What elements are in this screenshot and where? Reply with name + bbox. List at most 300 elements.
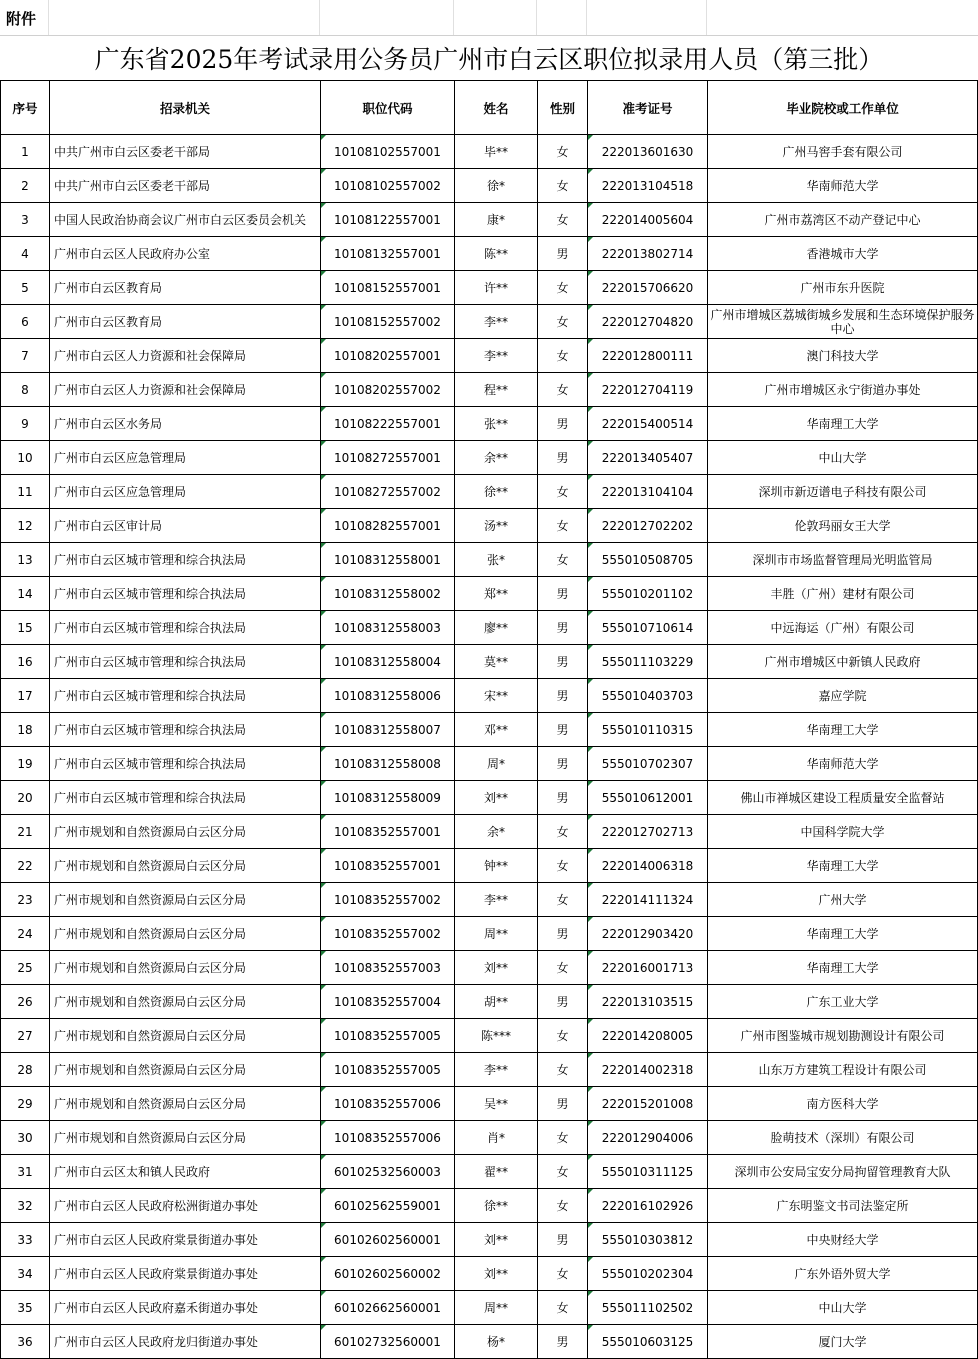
cell-school: 中央财经大学 [708, 1223, 978, 1257]
cell-seq: 1 [1, 135, 50, 169]
cell-school: 中山大学 [708, 1291, 978, 1325]
table-row [1, 781, 978, 815]
cell-exam-id: 222014006318 [588, 849, 708, 883]
cell-org: 广州市白云区太和镇人民政府 [50, 1155, 321, 1189]
cell-sex: 女 [538, 1155, 588, 1189]
cell-code: 60102562559001 [321, 1189, 455, 1223]
cell-name: 廖** [455, 611, 538, 645]
cell-seq: 2 [1, 169, 50, 203]
table-row [1, 815, 978, 849]
header-sex: 性别 [538, 81, 588, 135]
cell-org: 广州市白云区城市管理和综合执法局 [50, 747, 321, 781]
results-table [0, 80, 978, 1359]
cell-name: 周** [455, 1291, 538, 1325]
cell-code: 60102662560001 [321, 1291, 455, 1325]
table-row [1, 1325, 978, 1359]
cell-name: 康* [455, 203, 538, 237]
cell-sex: 女 [538, 1257, 588, 1291]
cell-org: 广州市白云区城市管理和综合执法局 [50, 611, 321, 645]
cell-name: 郑** [455, 577, 538, 611]
document-title: 广东省2025年考试录用公务员广州市白云区职位拟录用人员（第三批） [94, 45, 884, 74]
cell-sex: 男 [538, 713, 588, 747]
cell-sex: 男 [538, 407, 588, 441]
cell-sex: 男 [538, 645, 588, 679]
cell-school: 广州马窖手套有限公司 [708, 135, 978, 169]
cell-school: 伦敦玛丽女王大学 [708, 509, 978, 543]
cell-school: 厦门大学 [708, 1325, 978, 1359]
table-body [1, 135, 978, 1359]
cell-seq: 13 [1, 543, 50, 577]
cell-code: 60102732560001 [321, 1325, 455, 1359]
cell-name: 钟** [455, 849, 538, 883]
cell-seq: 30 [1, 1121, 50, 1155]
cell-seq: 22 [1, 849, 50, 883]
cell-sex: 女 [538, 373, 588, 407]
cell-code: 10108352557001 [321, 815, 455, 849]
cell-seq: 19 [1, 747, 50, 781]
attachment-label: 附件 [6, 10, 37, 28]
cell-org: 广州市规划和自然资源局白云区分局 [50, 1087, 321, 1121]
cell-org: 广州市白云区人民政府松洲街道办事处 [50, 1189, 321, 1223]
cell-sex: 男 [538, 237, 588, 271]
cell-school: 澳门科技大学 [708, 339, 978, 373]
cell-seq: 9 [1, 407, 50, 441]
cell-exam-id: 222014208005 [588, 1019, 708, 1053]
cell-name: 刘** [455, 1223, 538, 1257]
cell-name: 刘** [455, 1257, 538, 1291]
cell-code: 10108312558008 [321, 747, 455, 781]
cell-org: 广州市规划和自然资源局白云区分局 [50, 951, 321, 985]
cell-name: 翟** [455, 1155, 538, 1189]
cell-sex: 男 [538, 441, 588, 475]
cell-org: 广州市白云区人民政府棠景街道办事处 [50, 1223, 321, 1257]
cell-code: 10108352557005 [321, 1019, 455, 1053]
cell-sex: 女 [538, 475, 588, 509]
cell-sex: 女 [538, 1019, 588, 1053]
cell-seq: 25 [1, 951, 50, 985]
cell-school: 华南理工大学 [708, 849, 978, 883]
cell-code: 10108312558002 [321, 577, 455, 611]
cell-sex: 女 [538, 509, 588, 543]
cell-name: 杨* [455, 1325, 538, 1359]
table-row [1, 441, 978, 475]
cell-seq: 4 [1, 237, 50, 271]
cell-exam-id: 555010311125 [588, 1155, 708, 1189]
cell-code: 10108312558004 [321, 645, 455, 679]
cell-school: 中山大学 [708, 441, 978, 475]
attachment-header-row [0, 0, 978, 36]
cell-seq: 26 [1, 985, 50, 1019]
cell-exam-id: 222014111324 [588, 883, 708, 917]
cell-seq: 33 [1, 1223, 50, 1257]
cell-school: 华南师范大学 [708, 169, 978, 203]
table-row [1, 1053, 978, 1087]
table-row [1, 1189, 978, 1223]
table-row [1, 1121, 978, 1155]
cell-school: 嘉应学院 [708, 679, 978, 713]
cell-school: 华南理工大学 [708, 951, 978, 985]
cell-name: 莫** [455, 645, 538, 679]
cell-org: 中共广州市白云区委老干部局 [50, 135, 321, 169]
cell-exam-id: 222013802714 [588, 237, 708, 271]
cell-sex: 女 [538, 169, 588, 203]
grid-line [319, 0, 320, 35]
cell-seq: 10 [1, 441, 50, 475]
cell-org: 广州市白云区城市管理和综合执法局 [50, 577, 321, 611]
cell-name: 吴** [455, 1087, 538, 1121]
table-row [1, 577, 978, 611]
table-row [1, 407, 978, 441]
cell-school: 广东工业大学 [708, 985, 978, 1019]
cell-code: 10108282557001 [321, 509, 455, 543]
table-row [1, 305, 978, 339]
cell-org: 广州市白云区教育局 [50, 305, 321, 339]
cell-org: 中国人民政治协商会议广州市白云区委员会机关 [50, 203, 321, 237]
cell-exam-id: 555010110315 [588, 713, 708, 747]
cell-name: 余** [455, 441, 538, 475]
header-name: 姓名 [455, 81, 538, 135]
table-row [1, 339, 978, 373]
cell-exam-id: 222015706620 [588, 271, 708, 305]
cell-org: 广州市规划和自然资源局白云区分局 [50, 1019, 321, 1053]
cell-code: 10108352557005 [321, 1053, 455, 1087]
cell-exam-id: 222014002318 [588, 1053, 708, 1087]
cell-sex: 男 [538, 577, 588, 611]
cell-name: 宋** [455, 679, 538, 713]
cell-name: 张** [455, 407, 538, 441]
header-school: 毕业院校或工作单位 [708, 81, 978, 135]
cell-sex: 女 [538, 135, 588, 169]
cell-seq: 6 [1, 305, 50, 339]
cell-exam-id: 222015201008 [588, 1087, 708, 1121]
cell-seq: 27 [1, 1019, 50, 1053]
cell-org: 广州市白云区城市管理和综合执法局 [50, 543, 321, 577]
cell-sex: 女 [538, 1053, 588, 1087]
cell-exam-id: 555010202304 [588, 1257, 708, 1291]
cell-name: 徐** [455, 1189, 538, 1223]
cell-seq: 34 [1, 1257, 50, 1291]
cell-exam-id: 222016001713 [588, 951, 708, 985]
cell-org: 广州市白云区城市管理和综合执法局 [50, 679, 321, 713]
cell-exam-id: 222012704820 [588, 305, 708, 339]
cell-name: 周* [455, 747, 538, 781]
cell-sex: 女 [538, 849, 588, 883]
cell-exam-id: 222012903420 [588, 917, 708, 951]
cell-seq: 23 [1, 883, 50, 917]
cell-org: 广州市白云区人民政府棠景街道办事处 [50, 1257, 321, 1291]
cell-org: 中共广州市白云区委老干部局 [50, 169, 321, 203]
table-row [1, 509, 978, 543]
table-row [1, 849, 978, 883]
table-row [1, 679, 978, 713]
cell-code: 60102602560001 [321, 1223, 455, 1257]
cell-school: 深圳市公安局宝安分局拘留管理教育大队 [708, 1155, 978, 1189]
cell-name: 陈*** [455, 1019, 538, 1053]
cell-org: 广州市规划和自然资源局白云区分局 [50, 917, 321, 951]
cell-exam-id: 222012904006 [588, 1121, 708, 1155]
cell-exam-id: 555010303812 [588, 1223, 708, 1257]
cell-code: 10108102557001 [321, 135, 455, 169]
table-row [1, 135, 978, 169]
cell-school: 广州市增城区中新镇人民政府 [708, 645, 978, 679]
cell-school: 佛山市禅城区建设工程质量安全监督站 [708, 781, 978, 815]
cell-seq: 32 [1, 1189, 50, 1223]
cell-sex: 女 [538, 339, 588, 373]
grid-line [48, 0, 49, 35]
cell-seq: 24 [1, 917, 50, 951]
cell-org: 广州市白云区审计局 [50, 509, 321, 543]
cell-org: 广州市白云区人民政府龙归街道办事处 [50, 1325, 321, 1359]
cell-name: 李** [455, 1053, 538, 1087]
cell-seq: 16 [1, 645, 50, 679]
cell-code: 10108132557001 [321, 237, 455, 271]
cell-code: 10108272557002 [321, 475, 455, 509]
cell-seq: 15 [1, 611, 50, 645]
cell-school: 香港城市大学 [708, 237, 978, 271]
cell-code: 10108102557002 [321, 169, 455, 203]
cell-code: 10108352557006 [321, 1121, 455, 1155]
cell-org: 广州市白云区人力资源和社会保障局 [50, 339, 321, 373]
cell-name: 许** [455, 271, 538, 305]
cell-org: 广州市规划和自然资源局白云区分局 [50, 883, 321, 917]
cell-school: 华南师范大学 [708, 747, 978, 781]
cell-code: 10108352557002 [321, 917, 455, 951]
cell-name: 余* [455, 815, 538, 849]
table-row [1, 203, 978, 237]
cell-code: 10108312558001 [321, 543, 455, 577]
cell-school: 广州市东升医院 [708, 271, 978, 305]
cell-name: 刘** [455, 951, 538, 985]
cell-sex: 男 [538, 781, 588, 815]
cell-exam-id: 222013601630 [588, 135, 708, 169]
table-row [1, 1155, 978, 1189]
cell-code: 10108202557001 [321, 339, 455, 373]
cell-sex: 女 [538, 1189, 588, 1223]
cell-school: 广州市荔湾区不动产登记中心 [708, 203, 978, 237]
cell-exam-id: 555010603125 [588, 1325, 708, 1359]
cell-org: 广州市白云区应急管理局 [50, 441, 321, 475]
cell-code: 10108202557002 [321, 373, 455, 407]
cell-name: 李** [455, 339, 538, 373]
cell-sex: 女 [538, 815, 588, 849]
cell-sex: 男 [538, 1223, 588, 1257]
cell-code: 10108352557002 [321, 883, 455, 917]
table-row [1, 645, 978, 679]
cell-exam-id: 222012702202 [588, 509, 708, 543]
cell-name: 张* [455, 543, 538, 577]
cell-seq: 17 [1, 679, 50, 713]
table-row [1, 237, 978, 271]
cell-sex: 女 [538, 1291, 588, 1325]
table-row [1, 1223, 978, 1257]
table-row [1, 169, 978, 203]
cell-exam-id: 555010702307 [588, 747, 708, 781]
cell-exam-id: 222015400514 [588, 407, 708, 441]
cell-sex: 男 [538, 747, 588, 781]
cell-code: 60102602560002 [321, 1257, 455, 1291]
cell-org: 广州市白云区水务局 [50, 407, 321, 441]
cell-seq: 5 [1, 271, 50, 305]
cell-exam-id: 555010612001 [588, 781, 708, 815]
cell-sex: 女 [538, 1121, 588, 1155]
cell-org: 广州市规划和自然资源局白云区分局 [50, 849, 321, 883]
cell-sex: 男 [538, 1087, 588, 1121]
table-row [1, 747, 978, 781]
cell-exam-id: 555010403703 [588, 679, 708, 713]
cell-code: 10108312558006 [321, 679, 455, 713]
cell-school: 华南理工大学 [708, 713, 978, 747]
cell-school: 华南理工大学 [708, 407, 978, 441]
cell-sex: 女 [538, 883, 588, 917]
cell-seq: 36 [1, 1325, 50, 1359]
cell-code: 10108122557001 [321, 203, 455, 237]
cell-school: 广州市图鉴城市规划勘测设计有限公司 [708, 1019, 978, 1053]
cell-name: 刘** [455, 781, 538, 815]
table-row [1, 271, 978, 305]
cell-seq: 3 [1, 203, 50, 237]
grid-line [586, 0, 587, 35]
cell-code: 10108352557001 [321, 849, 455, 883]
cell-seq: 28 [1, 1053, 50, 1087]
table-row [1, 1087, 978, 1121]
cell-school: 广州大学 [708, 883, 978, 917]
cell-code: 10108352557006 [321, 1087, 455, 1121]
cell-code: 10108352557004 [321, 985, 455, 1019]
cell-code: 10108152557002 [321, 305, 455, 339]
cell-sex: 女 [538, 543, 588, 577]
cell-seq: 29 [1, 1087, 50, 1121]
cell-seq: 18 [1, 713, 50, 747]
cell-code: 60102532560003 [321, 1155, 455, 1189]
cell-sex: 男 [538, 679, 588, 713]
cell-seq: 8 [1, 373, 50, 407]
cell-school: 深圳市新迈谱电子科技有限公司 [708, 475, 978, 509]
cell-seq: 12 [1, 509, 50, 543]
table-row [1, 475, 978, 509]
cell-exam-id: 555010710614 [588, 611, 708, 645]
grid-line [453, 0, 454, 35]
cell-seq: 7 [1, 339, 50, 373]
cell-name: 徐* [455, 169, 538, 203]
cell-org: 广州市白云区城市管理和综合执法局 [50, 781, 321, 815]
cell-name: 胡** [455, 985, 538, 1019]
cell-school: 中国科学院大学 [708, 815, 978, 849]
cell-name: 毕** [455, 135, 538, 169]
cell-code: 10108272557001 [321, 441, 455, 475]
table-row [1, 543, 978, 577]
cell-org: 广州市规划和自然资源局白云区分局 [50, 985, 321, 1019]
cell-org: 广州市规划和自然资源局白云区分局 [50, 815, 321, 849]
cell-org: 广州市规划和自然资源局白云区分局 [50, 1053, 321, 1087]
cell-sex: 男 [538, 1325, 588, 1359]
table-header-row [1, 81, 978, 135]
cell-code: 10108312558009 [321, 781, 455, 815]
table-row [1, 1019, 978, 1053]
cell-name: 周** [455, 917, 538, 951]
cell-code: 10108152557001 [321, 271, 455, 305]
cell-school: 广州市增城区荔城街城乡发展和生态环境保护服务中心 [708, 305, 978, 339]
cell-exam-id: 222014005604 [588, 203, 708, 237]
cell-name: 徐** [455, 475, 538, 509]
table-row [1, 951, 978, 985]
cell-name: 程** [455, 373, 538, 407]
cell-seq: 35 [1, 1291, 50, 1325]
table-row [1, 883, 978, 917]
cell-seq: 14 [1, 577, 50, 611]
cell-name: 肖* [455, 1121, 538, 1155]
cell-seq: 31 [1, 1155, 50, 1189]
cell-exam-id: 222012702713 [588, 815, 708, 849]
table-row [1, 1257, 978, 1291]
cell-school: 广东明鉴文书司法鉴定所 [708, 1189, 978, 1223]
cell-exam-id: 555010201102 [588, 577, 708, 611]
cell-exam-id: 555011102502 [588, 1291, 708, 1325]
cell-exam-id: 222013405407 [588, 441, 708, 475]
header-code: 职位代码 [321, 81, 455, 135]
cell-org: 广州市白云区城市管理和综合执法局 [50, 645, 321, 679]
cell-school: 中远海运（广州）有限公司 [708, 611, 978, 645]
cell-sex: 男 [538, 611, 588, 645]
cell-school: 广州市增城区永宁街道办事处 [708, 373, 978, 407]
table-row [1, 917, 978, 951]
cell-seq: 11 [1, 475, 50, 509]
cell-exam-id: 555011103229 [588, 645, 708, 679]
cell-name: 李** [455, 883, 538, 917]
cell-school: 南方医科大学 [708, 1087, 978, 1121]
grid-line [706, 0, 707, 35]
cell-sex: 女 [538, 203, 588, 237]
cell-school: 华南理工大学 [708, 917, 978, 951]
cell-exam-id: 222013104104 [588, 475, 708, 509]
cell-name: 邓** [455, 713, 538, 747]
cell-code: 10108222557001 [321, 407, 455, 441]
cell-school: 脸萌技术（深圳）有限公司 [708, 1121, 978, 1155]
cell-code: 10108312558003 [321, 611, 455, 645]
cell-sex: 女 [538, 271, 588, 305]
header-exam-id: 准考证号 [588, 81, 708, 135]
cell-sex: 男 [538, 985, 588, 1019]
cell-seq: 20 [1, 781, 50, 815]
cell-org: 广州市白云区应急管理局 [50, 475, 321, 509]
cell-exam-id: 222012800111 [588, 339, 708, 373]
cell-sex: 女 [538, 951, 588, 985]
cell-org: 广州市白云区教育局 [50, 271, 321, 305]
cell-seq: 21 [1, 815, 50, 849]
cell-name: 李** [455, 305, 538, 339]
cell-school: 广东外语外贸大学 [708, 1257, 978, 1291]
grid-line [536, 0, 537, 35]
cell-exam-id: 222013103515 [588, 985, 708, 1019]
cell-exam-id: 222012704119 [588, 373, 708, 407]
cell-exam-id: 222016102926 [588, 1189, 708, 1223]
cell-code: 10108352557003 [321, 951, 455, 985]
cell-name: 汤** [455, 509, 538, 543]
cell-code: 10108312558007 [321, 713, 455, 747]
cell-exam-id: 555010508705 [588, 543, 708, 577]
table-row [1, 373, 978, 407]
header-seq: 序号 [1, 81, 50, 135]
cell-org: 广州市白云区人民政府办公室 [50, 237, 321, 271]
cell-sex: 男 [538, 917, 588, 951]
cell-school: 山东万方建筑工程设计有限公司 [708, 1053, 978, 1087]
cell-org: 广州市白云区人力资源和社会保障局 [50, 373, 321, 407]
table-row [1, 985, 978, 1019]
cell-exam-id: 222013104518 [588, 169, 708, 203]
cell-sex: 女 [538, 305, 588, 339]
cell-org: 广州市规划和自然资源局白云区分局 [50, 1121, 321, 1155]
table-row [1, 611, 978, 645]
cell-school: 丰胜（广州）建材有限公司 [708, 577, 978, 611]
